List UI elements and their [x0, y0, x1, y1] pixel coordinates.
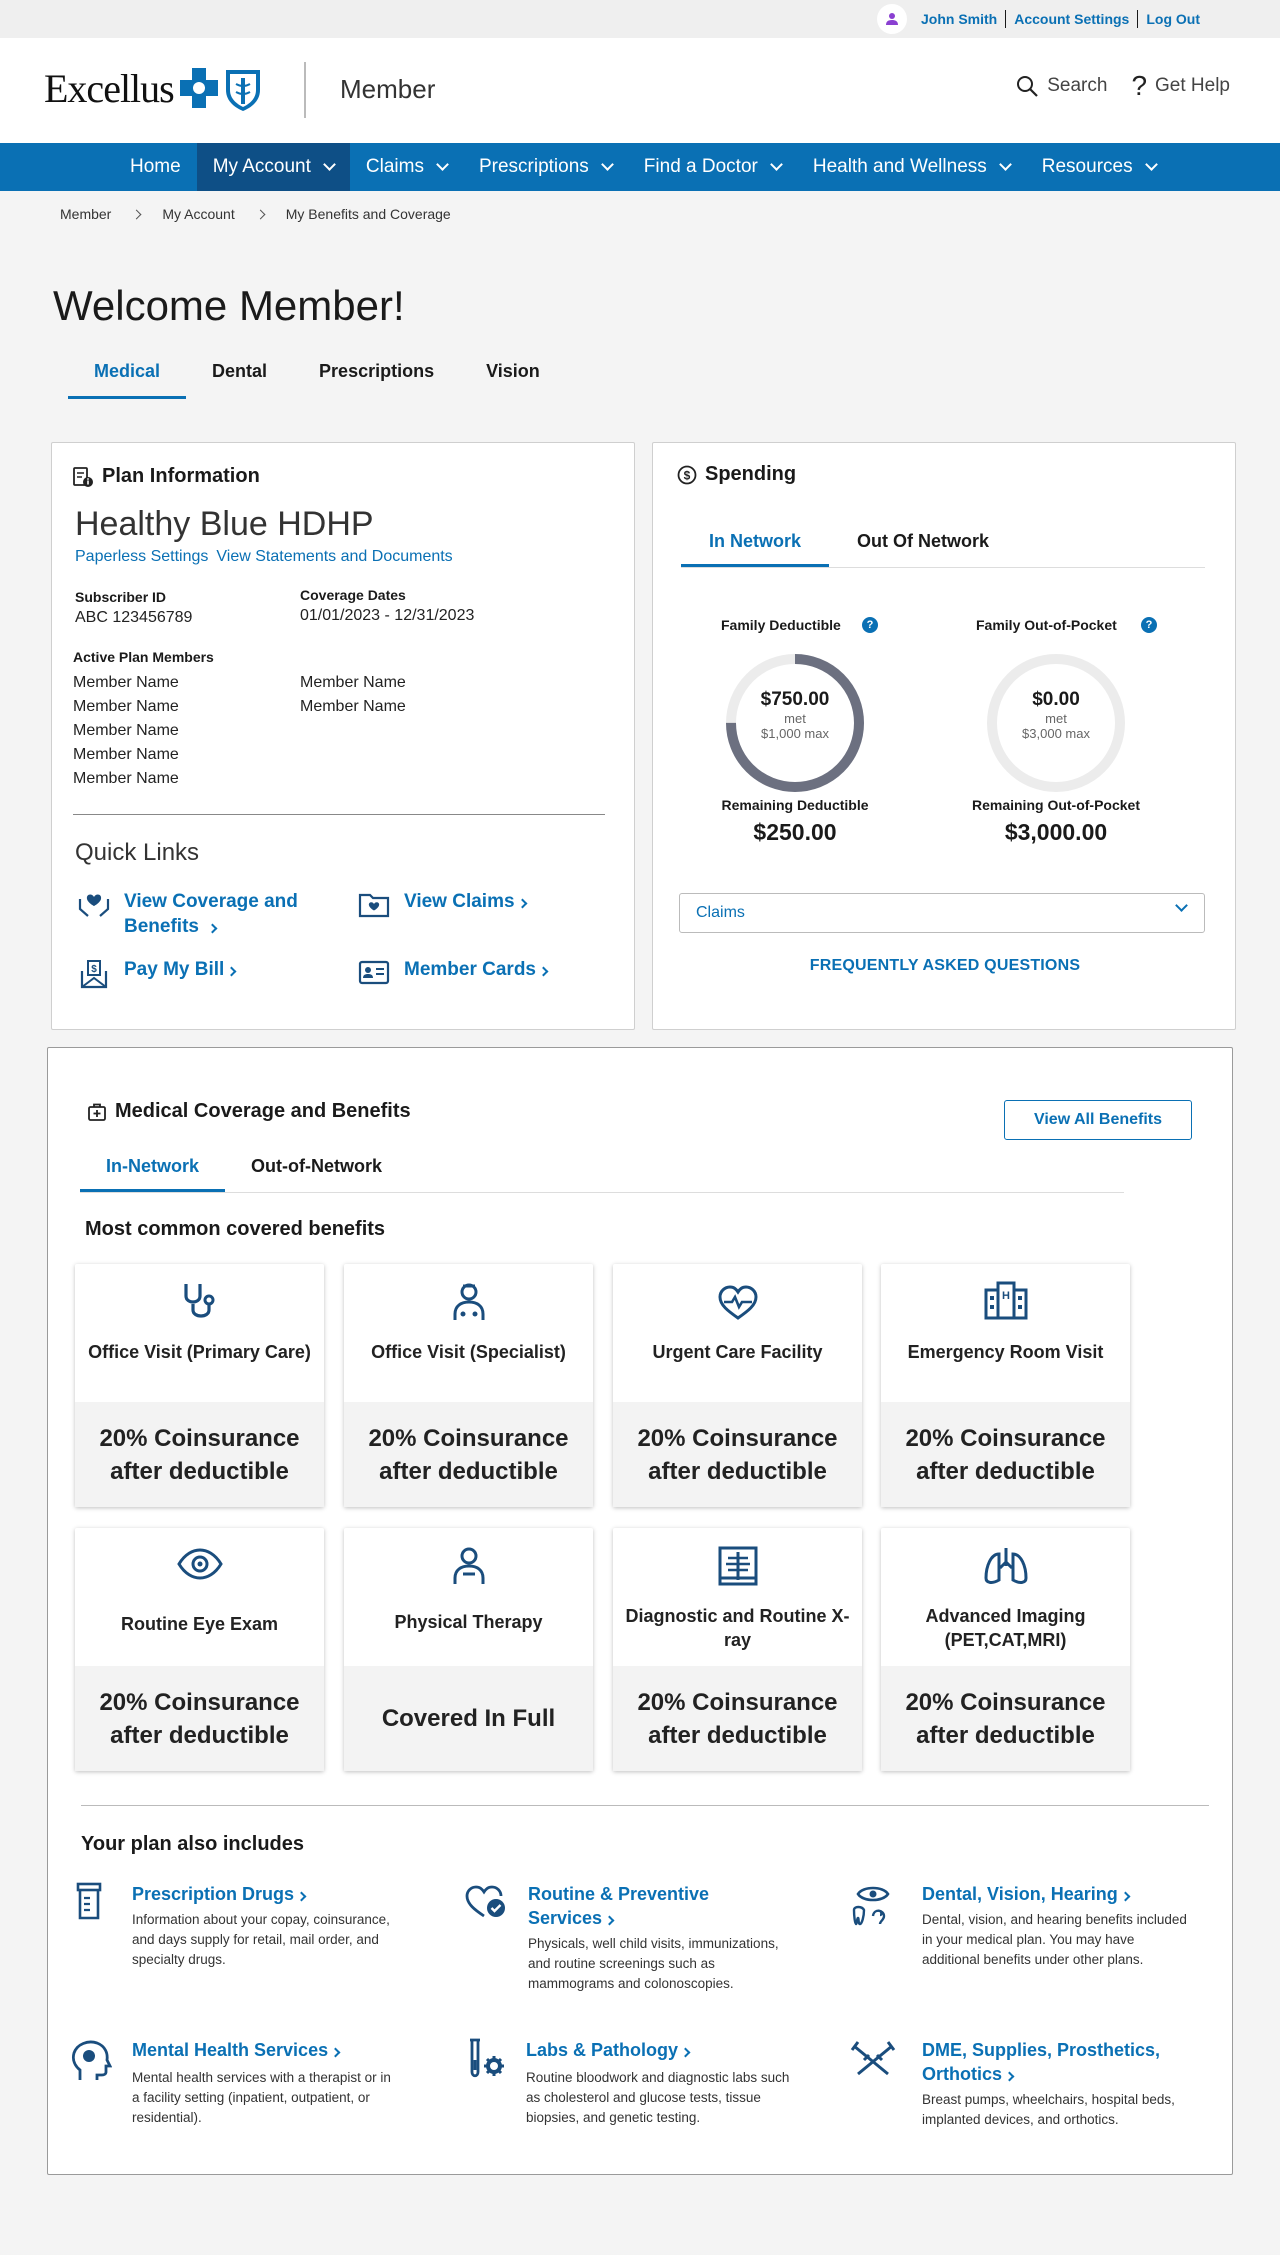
hospital-building-icon [983, 1280, 1029, 1320]
search-label: Search [1047, 75, 1108, 96]
view-all-benefits-button[interactable]: View All Benefits [1004, 1100, 1192, 1140]
tab-in-network[interactable]: In Network [681, 523, 829, 567]
page-title: Welcome Member! [53, 282, 405, 329]
network-tabs [681, 523, 1205, 568]
divider [1137, 10, 1138, 28]
nav-my-account[interactable]: My Account [197, 143, 350, 191]
benefit-value: 20% Coinsurance after deductible [75, 1402, 324, 1507]
eye-icon [176, 1544, 224, 1584]
utility-bar [0, 0, 1280, 38]
chevron-down-icon [601, 158, 614, 171]
family-deductible-label: Family Deductible [721, 617, 841, 633]
benefit-name: Office Visit (Specialist) [371, 1342, 566, 1362]
coverage-network-tabs [80, 1148, 1124, 1193]
deductible-met: met [784, 711, 806, 726]
common-benefits-heading: Most common covered benefits [85, 1218, 386, 1240]
svg-text:$: $ [683, 468, 691, 482]
medical-bag-icon [87, 1102, 107, 1122]
chevron-right-icon [255, 210, 265, 220]
plan-includes-heading: Your plan also includes [81, 1833, 305, 1855]
tab-vision[interactable]: Vision [486, 361, 540, 381]
header-divider [304, 62, 306, 118]
portal-title: Member [340, 74, 436, 104]
get-help-label: Get Help [1155, 75, 1230, 96]
account-settings-link[interactable]: Account Settings [1014, 11, 1130, 27]
get-help-button[interactable] [1131, 70, 1230, 101]
nav-health-and-wellness[interactable]: Health and Wellness [797, 143, 1026, 191]
plan-information-title: Plan Information [72, 465, 260, 488]
search-icon [1015, 74, 1039, 98]
logo-text: Excellus [44, 65, 174, 111]
svg-text:$: $ [91, 964, 97, 975]
chevron-down-icon [770, 158, 783, 171]
nav-prescriptions[interactable]: Prescriptions [463, 143, 628, 191]
benefit-card[interactable] [344, 1528, 593, 1771]
benefit-name: Diagnostic and Routine X-ray [625, 1606, 850, 1650]
benefit-value: 20% Coinsurance after deductible [881, 1666, 1130, 1771]
remaining-deductible-label: Remaining Deductible [721, 797, 869, 813]
benefit-name: Urgent Care Facility [652, 1342, 823, 1362]
chevron-down-icon [999, 158, 1012, 171]
document-info-icon [72, 466, 94, 488]
search-button[interactable] [1015, 74, 1107, 98]
paperless-settings-link[interactable]: Paperless Settings [75, 548, 209, 565]
benefit-value: 20% Coinsurance after deductible [881, 1402, 1130, 1507]
spending-title: $ Spending [677, 463, 796, 486]
include-title: Routine & Preventive Services [528, 1884, 710, 1928]
benefit-card[interactable] [613, 1264, 862, 1507]
benefit-name: Office Visit (Primary Care) [88, 1342, 311, 1362]
nav-home[interactable]: Home [130, 156, 181, 177]
remaining-oop-label: Remaining Out-of-Pocket [971, 797, 1140, 813]
benefit-type-tabs [68, 355, 566, 399]
benefit-value: 20% Coinsurance after deductible [613, 1666, 862, 1771]
include-desc: Dental, vision, and hearing benefits included in your medical plan. You may have additional benefits under other plans. [922, 1912, 1187, 1967]
chevron-down-icon [1175, 899, 1188, 912]
header [0, 38, 1280, 143]
member-name: Member Name [73, 722, 179, 739]
benefit-value: Covered In Full [344, 1666, 593, 1771]
tab-in-network[interactable]: In-Network [80, 1148, 225, 1192]
benefit-card[interactable] [881, 1264, 1130, 1507]
tab-prescriptions[interactable]: Prescriptions [319, 361, 435, 381]
help-icon[interactable]: ? [862, 617, 878, 633]
benefit-value: 20% Coinsurance after deductible [344, 1402, 593, 1507]
divider [1005, 10, 1006, 28]
member-name: Member Name [73, 770, 179, 787]
breadcrumb [60, 206, 451, 222]
benefit-card[interactable] [613, 1528, 862, 1771]
spending-type-select[interactable]: Claims [679, 893, 1205, 933]
include-desc: Information about your copay, coinsurance, and days supply for retail, mail order, and specialty drugs. [132, 1912, 390, 1967]
head-mind-icon [70, 2038, 112, 2082]
user-name-link[interactable]: John Smith [920, 11, 998, 27]
member-name: Member Name [73, 746, 179, 763]
help-icon[interactable]: ? [1141, 617, 1157, 633]
plan-name: Healthy Blue HDHP [75, 505, 374, 543]
oop-amount: $0.00 [1032, 689, 1080, 710]
include-title: Prescription Drugs [132, 1884, 295, 1904]
benefit-card[interactable] [344, 1264, 593, 1507]
question-icon: ? [1131, 70, 1148, 101]
breadcrumb-current: My Benefits and Coverage [285, 206, 451, 222]
view-statements-link[interactable]: View Statements and Documents [216, 548, 453, 565]
hands-heart-icon [78, 889, 110, 919]
benefit-name: Emergency Room Visit [907, 1342, 1104, 1362]
include-title: Dental, Vision, Hearing [922, 1884, 1118, 1904]
lab-flask-icon [464, 2038, 506, 2080]
benefit-card[interactable] [881, 1528, 1130, 1771]
benefit-card[interactable] [75, 1528, 324, 1771]
deductible-amount: $750.00 [760, 689, 830, 710]
deductible-max: $1,000 max [761, 726, 829, 741]
member-name: Member Name [73, 674, 179, 691]
include-title: Mental Health Services [132, 2040, 329, 2060]
include-title: Labs & Pathology [526, 2040, 679, 2060]
heart-check-icon [464, 1882, 508, 1920]
crutches-icon [850, 2038, 896, 2078]
benefit-name: Advanced Imaging (PET,CAT,MRI) [925, 1606, 1086, 1650]
heart-pulse-icon [716, 1280, 760, 1324]
stethoscope-icon [178, 1280, 222, 1324]
family-oop-label: Family Out-of-Pocket [976, 617, 1117, 633]
breadcrumb-member[interactable]: Member [60, 206, 112, 222]
logout-link[interactable]: Log Out [1146, 11, 1200, 27]
plan-information-card [51, 442, 635, 1030]
dental-vision-hearing-icon [850, 1882, 896, 1928]
remaining-oop-value: $3,000.00 [1004, 819, 1108, 845]
nav-claims[interactable]: Claims [350, 143, 463, 191]
folder-heart-icon [358, 891, 390, 919]
chevron-right-icon [132, 210, 142, 220]
quick-link-view-coverage[interactable]: View Coverage and Benefits [78, 889, 314, 939]
include-desc: Physicals, well child visits, immunizations, and routine screenings such as mammograms and colonoscopies. [528, 1936, 779, 1991]
oop-max: $3,000 max [1022, 726, 1090, 741]
benefit-name: Routine Eye Exam [120, 1614, 279, 1634]
faq-link[interactable]: FREQUENTLY ASKED QUESTIONS [809, 957, 1081, 974]
breadcrumb-my-account[interactable]: My Account [162, 206, 235, 222]
benefit-value: 20% Coinsurance after deductible [75, 1666, 324, 1771]
benefit-value: 20% Coinsurance after deductible [613, 1402, 862, 1507]
quick-link-member-cards[interactable]: Member Cards [358, 959, 547, 987]
divider [81, 1805, 1209, 1806]
person-icon [447, 1544, 491, 1588]
spending-card [652, 442, 1236, 1030]
blue-cross-shield-icon [178, 64, 266, 112]
avatar-icon[interactable] [877, 4, 907, 34]
quick-link-view-claims[interactable]: View Claims [358, 891, 526, 919]
remaining-deductible-value: $250.00 [753, 819, 837, 845]
lungs-icon [982, 1544, 1030, 1588]
subscriber-id-label: Subscriber ID [75, 589, 167, 605]
member-name: Member Name [73, 698, 179, 715]
chevron-down-icon [436, 158, 449, 171]
divider [73, 814, 605, 815]
pay-bill-icon [78, 959, 110, 991]
include-desc: Breast pumps, wheelchairs, hospital beds, implanted devices, and orthotics. [922, 2092, 1175, 2127]
coverage-dates-label: Coverage Dates [300, 587, 406, 603]
subscriber-id-value: ABC 123456789 [75, 609, 193, 626]
coverage-title: Medical Coverage and Benefits [87, 1100, 411, 1123]
include-title: DME, Supplies, Prosthetics, Orthotics [922, 2040, 1161, 2084]
active-members-label: Active Plan Members [73, 649, 214, 665]
specialist-doctor-icon [447, 1280, 491, 1324]
tab-medical[interactable]: Medical [68, 355, 186, 399]
chevron-down-icon [323, 158, 336, 171]
include-desc: Mental health services with a therapist or in a facility setting (inpatient, outpatient, or residential). [132, 2070, 391, 2125]
excellus-logo[interactable] [44, 64, 266, 112]
chevron-down-icon [1145, 158, 1158, 171]
nav-find-a-doctor[interactable]: Find a Doctor [628, 143, 797, 191]
tab-out-of-network[interactable]: Out Of Network [857, 531, 990, 551]
medical-coverage-card [47, 1047, 1233, 2175]
main-nav [0, 143, 1280, 191]
xray-icon [716, 1544, 760, 1588]
member-name: Member Name [300, 674, 406, 691]
quick-links-title: Quick Links [75, 839, 200, 866]
member-name: Member Name [300, 698, 406, 715]
tab-dental[interactable]: Dental [212, 361, 268, 381]
id-card-icon [358, 959, 390, 987]
tab-out-of-network[interactable]: Out-of-Network [251, 1156, 382, 1176]
oop-met: met [1045, 711, 1067, 726]
include-desc: Routine bloodwork and diagnostic labs such as cholesterol and glucose tests, tissue biopsies, and genetic testing. [526, 2070, 790, 2125]
benefit-card[interactable] [75, 1264, 324, 1507]
quick-link-pay-my-bill[interactable]: $ Pay My Bill [78, 959, 235, 991]
benefit-name: Physical Therapy [394, 1612, 543, 1632]
pill-bottle-icon [74, 1882, 104, 1920]
coverage-dates-value: 01/01/2023 - 12/31/2023 [300, 607, 475, 624]
svg-text:H: H [1001, 1290, 1010, 1302]
dollar-circle-icon [677, 465, 697, 485]
nav-resources[interactable]: Resources [1026, 143, 1172, 191]
